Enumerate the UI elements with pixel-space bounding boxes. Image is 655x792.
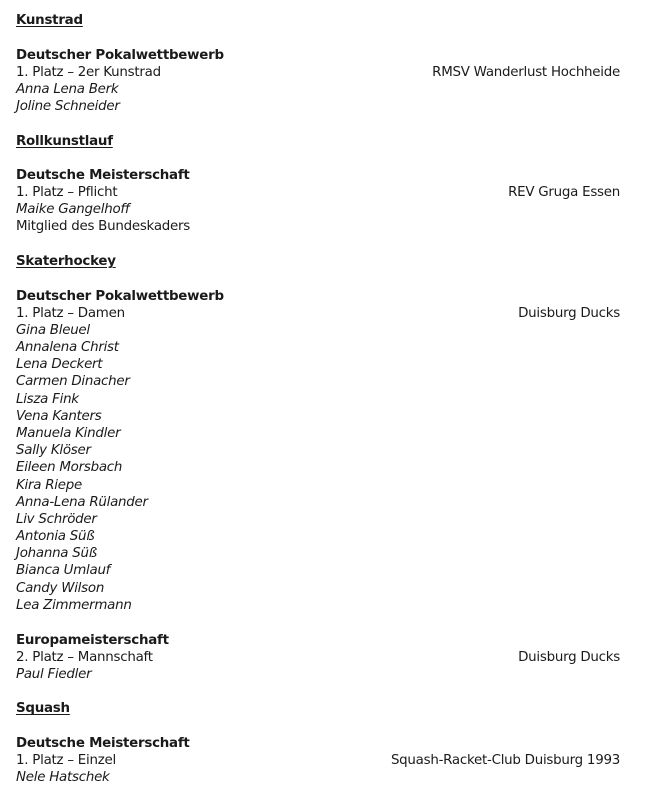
club-name: RMSV Wanderlust Hochheide	[432, 64, 620, 80]
athlete-name: Lea Zimmermann	[16, 597, 132, 613]
result-row	[16, 184, 620, 201]
competition-block	[16, 288, 620, 614]
sport-heading: Skaterhockey	[16, 254, 116, 270]
competition-block	[16, 735, 620, 786]
athlete-name: Vena Kanters	[16, 408, 102, 424]
athlete-name: Lena Deckert	[16, 357, 103, 373]
athlete-name: Anna Lena Berk	[16, 81, 119, 97]
athlete-name: Manuela Kindler	[16, 425, 121, 441]
competition-title: Europameisterschaft	[16, 632, 169, 648]
competition-title: Deutscher Pokalwettbewerb	[16, 288, 224, 304]
placement: 1. Platz – Pflicht	[16, 185, 118, 201]
placement: 1. Platz – Einzel	[16, 752, 116, 768]
athlete-name: Gina Bleuel	[16, 322, 90, 338]
athlete-name: Candy Wilson	[16, 580, 105, 596]
athlete-name: Paul Fiedler	[16, 666, 92, 682]
athlete-name: Nele Hatschek	[16, 770, 110, 786]
athlete-name: Johanna Süß	[16, 546, 97, 562]
club-name: REV Gruga Essen	[508, 185, 620, 201]
competition-title: Deutscher Pokalwettbewerb	[16, 47, 224, 63]
competition-block	[16, 167, 620, 236]
sport-heading: Squash	[16, 701, 70, 717]
club-name: Duisburg Ducks	[518, 649, 620, 665]
placement: 1. Platz – Damen	[16, 305, 125, 321]
athlete-name: Maike Gangelhoff	[16, 202, 130, 218]
placement: 2. Platz – Mannschaft	[16, 649, 153, 665]
athlete-name: Lisza Fink	[16, 391, 79, 407]
club-name: Duisburg Ducks	[518, 305, 620, 321]
athlete-name: Kira Riepe	[16, 477, 82, 493]
document-body	[16, 12, 620, 786]
club-name: Squash-Racket-Club Duisburg 1993	[390, 752, 620, 768]
competition-title: Deutsche Meisterschaft	[16, 735, 190, 751]
result-row	[16, 64, 620, 81]
sport-heading: Rollkunstlauf	[16, 133, 113, 149]
result-row	[16, 649, 620, 666]
competition-title: Deutsche Meisterschaft	[16, 168, 190, 184]
athlete-name: Joline Schneider	[16, 98, 120, 114]
competition-block	[16, 632, 620, 683]
athlete-name: Antonia Süß	[16, 529, 95, 545]
sport-heading: Kunstrad	[16, 13, 83, 28]
athlete-name: Annalena Christ	[16, 340, 119, 355]
athlete-name: Liv Schröder	[16, 511, 97, 527]
athlete-name: Sally Klöser	[16, 443, 91, 459]
athlete-name: Anna-Lena Rülander	[16, 494, 148, 510]
athlete-name: Eileen Morsbach	[16, 460, 123, 476]
athlete-note: Mitglied des Bundeskaders	[16, 219, 191, 235]
competition-block	[16, 47, 620, 116]
athlete-name: Carmen Dinacher	[16, 374, 130, 390]
result-row	[16, 752, 620, 769]
result-row	[16, 305, 620, 322]
athlete-name: Bianca Umlauf	[16, 563, 111, 579]
placement: 1. Platz – 2er Kunstrad	[16, 64, 161, 80]
